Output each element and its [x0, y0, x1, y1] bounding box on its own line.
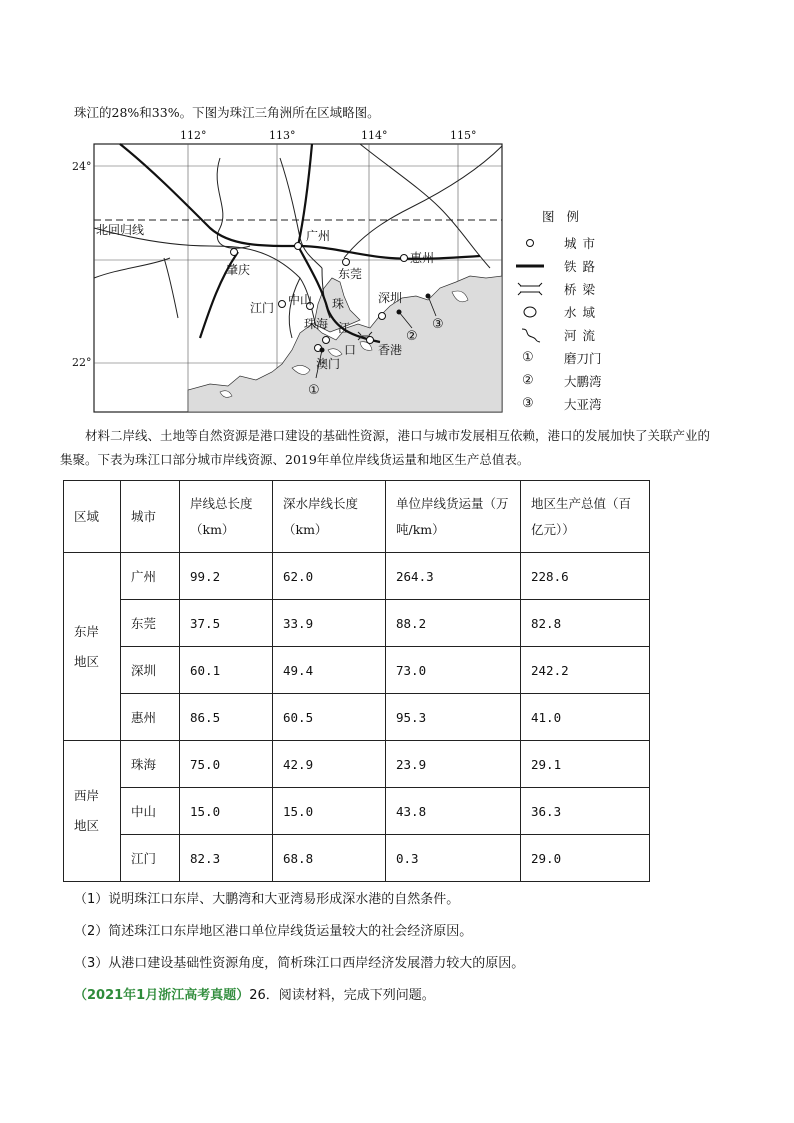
bridge-symbol-icon	[516, 281, 544, 297]
city-cell: 广州	[121, 553, 180, 600]
city-cell: 珠海	[121, 741, 180, 788]
total-cell: 86.5	[180, 694, 273, 741]
legend-dapeng-bay: 大鹏湾	[564, 374, 602, 389]
legend-water: 水域	[564, 305, 602, 320]
city-cell: 东莞	[121, 600, 180, 647]
total-cell: 15.0	[180, 788, 273, 835]
legend-marker-1: ①	[522, 350, 534, 365]
city-symbol-icon	[516, 235, 544, 251]
exam-source: （2021年1月浙江高考真题）	[74, 988, 250, 1003]
next-question-heading	[74, 984, 435, 1003]
deep-cell: 42.9	[273, 741, 386, 788]
freight-cell: 88.2	[386, 600, 521, 647]
deep-cell: 49.4	[273, 647, 386, 694]
freight-cell: 0.3	[386, 835, 521, 882]
table-row	[64, 694, 650, 741]
header-gdp: 地区生产总值（百亿元））	[521, 481, 650, 553]
pearl-river-delta-map	[60, 128, 510, 418]
legend-modaomen: 磨刀门	[564, 351, 602, 366]
header-city: 城市	[121, 481, 180, 553]
table-row	[64, 835, 650, 882]
deep-cell: 68.8	[273, 835, 386, 882]
gdp-cell: 36.3	[521, 788, 650, 835]
marker-3: ③	[432, 317, 444, 332]
total-cell: 60.1	[180, 647, 273, 694]
header-total-coastline: 岸线总长度（km）	[180, 481, 273, 553]
city-macau: 澳门	[316, 357, 341, 371]
freight-cell: 264.3	[386, 553, 521, 600]
region-west: 西岸地区	[64, 741, 121, 882]
freight-cell: 43.8	[386, 788, 521, 835]
river-char-zhu: 珠	[332, 297, 345, 311]
deep-cell: 33.9	[273, 600, 386, 647]
table-row	[64, 741, 650, 788]
gdp-cell: 242.2	[521, 647, 650, 694]
table-row	[64, 788, 650, 835]
total-cell: 75.0	[180, 741, 273, 788]
city-zhongshan: 中山	[288, 293, 313, 307]
header-region: 区域	[64, 481, 121, 553]
table-row	[64, 553, 650, 600]
freight-cell: 73.0	[386, 647, 521, 694]
gdp-cell: 228.6	[521, 553, 650, 600]
next-question-text: 26．阅读材料，完成下列问题。	[249, 988, 435, 1003]
lon-115: 115°	[450, 129, 477, 142]
marker-1: ①	[308, 383, 320, 398]
legend-marker-3: ③	[522, 396, 534, 411]
city-guangzhou: 广州	[306, 229, 331, 243]
river-symbol-icon	[516, 327, 544, 343]
coastline-data-table	[63, 480, 650, 882]
city-huizhou: 惠州	[410, 251, 435, 265]
table-row	[64, 647, 650, 694]
legend-title: 图例	[542, 209, 592, 224]
city-zhuhai: 珠海	[304, 317, 329, 331]
gdp-cell: 29.1	[521, 741, 650, 788]
river-char-kou: 口	[344, 343, 357, 357]
total-cell: 82.3	[180, 835, 273, 882]
deep-cell: 62.0	[273, 553, 386, 600]
legend-marker-2: ②	[522, 373, 534, 388]
river-char-jiang: 江	[338, 321, 351, 335]
header-deepwater-coastline: 深水岸线长度（km）	[273, 481, 386, 553]
gdp-cell: 82.8	[521, 600, 650, 647]
city-shenzhen: 深圳	[378, 291, 403, 305]
legend-railway: 铁路	[564, 259, 602, 274]
question-1: （1）说明珠江口东岸、大鹏湾和大亚湾易形成深水港的自然条件。	[74, 892, 460, 907]
header-freight-per-km: 单位岸线货运量（万吨/km）	[386, 481, 521, 553]
deep-cell: 15.0	[273, 788, 386, 835]
city-cell: 中山	[121, 788, 180, 835]
legend-city: 城市	[564, 236, 602, 251]
region-east: 东岸地区	[64, 553, 121, 741]
lon-113: 113°	[269, 129, 296, 142]
freight-cell: 95.3	[386, 694, 521, 741]
gdp-cell: 29.0	[521, 835, 650, 882]
question-3: （3）从港口建设基础性资源角度，简析珠江口西岸经济发展潜力较大的原因。	[74, 956, 525, 971]
question-2: （2）简述珠江口东岸地区港口单位岸线货运量较大的社会经济原因。	[74, 924, 473, 939]
city-jiangmen: 江门	[250, 301, 275, 315]
material-two-paragraph: 材料二岸线、土地等自然资源是港口建设的基础性资源，港口与城市发展相互依赖，港口的发展加快了关联产业的集聚。下表为珠江口部分城市岸线资源、2019年单位岸线货运量和地区生产总值表。	[60, 428, 711, 467]
lon-114: 114°	[361, 129, 388, 142]
freight-cell: 23.9	[386, 741, 521, 788]
lat-22: 22°	[72, 356, 92, 369]
total-cell: 99.2	[180, 553, 273, 600]
legend-daya-bay: 大亚湾	[564, 397, 602, 412]
city-dongguan: 东莞	[338, 267, 363, 281]
tropic-label: 北回归线	[96, 223, 145, 237]
table-header-row	[64, 481, 650, 553]
marker-2: ②	[406, 329, 418, 344]
legend-river: 河流	[564, 328, 602, 343]
gdp-cell: 41.0	[521, 694, 650, 741]
city-zhaoqing: 肇庆	[226, 263, 251, 277]
total-cell: 37.5	[180, 600, 273, 647]
city-cell: 深圳	[121, 647, 180, 694]
legend-bridge: 桥梁	[564, 282, 602, 297]
city-cell: 江门	[121, 835, 180, 882]
city-cell: 惠州	[121, 694, 180, 741]
lat-24: 24°	[72, 160, 92, 173]
table-row	[64, 600, 650, 647]
water-symbol-icon	[516, 304, 544, 320]
railway-symbol-icon	[516, 258, 544, 274]
lon-112: 112°	[180, 129, 207, 142]
intro-text: 珠江的28%和33%。下图为珠江三角洲所在区域略图。	[74, 105, 380, 120]
city-hongkong: 香港	[378, 343, 403, 357]
deep-cell: 60.5	[273, 694, 386, 741]
